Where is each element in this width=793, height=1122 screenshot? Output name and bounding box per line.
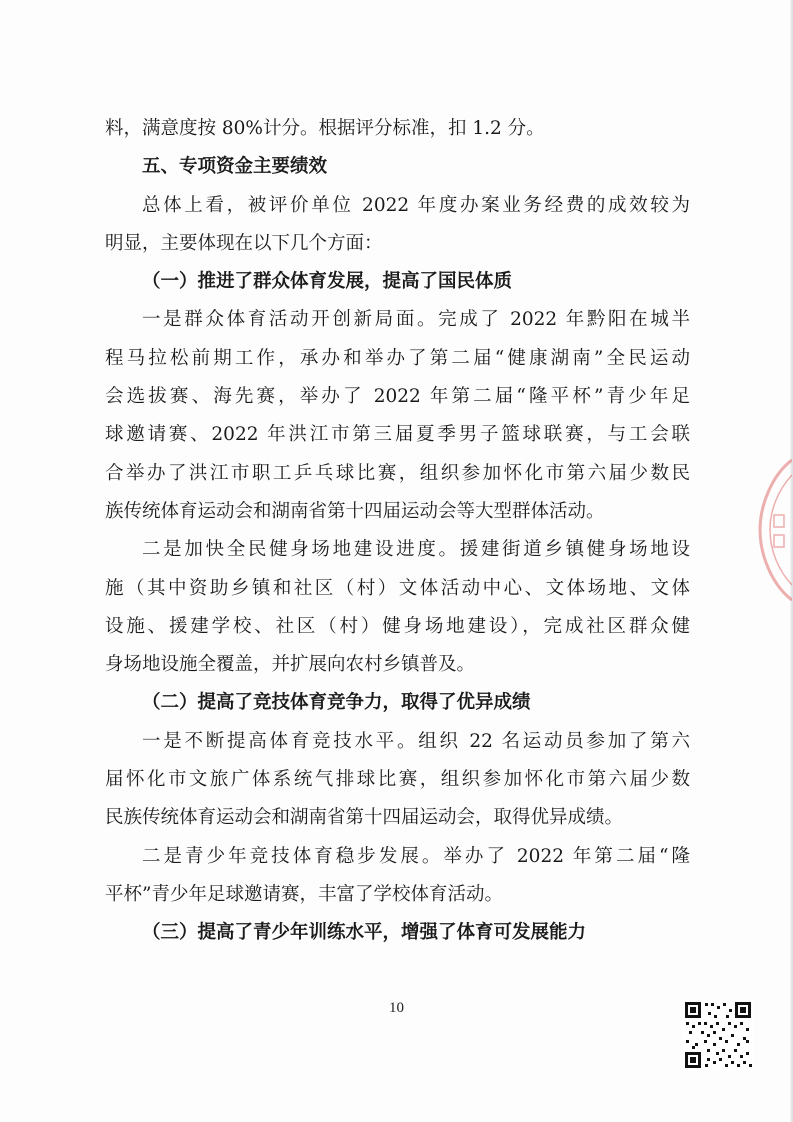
text-line: 总体上看，被评价单位 2022 年度办案业务经费的成效较为 — [142, 194, 690, 216]
subsection-heading: （一）推进了群众体育发展，提高了国民体质 — [142, 271, 513, 293]
text-line: 合举办了洪江市职工乒乓球比赛，组织参加怀化市第六届少数民 — [105, 462, 690, 484]
text-line: 二是加快全民健身场地建设进度。援建街道乡镇健身场地设 — [142, 539, 690, 561]
text-line: 一是群众体育活动开创新局面。完成了 2022 年黔阳在城半 — [142, 309, 690, 331]
text-line: 程马拉松前期工作，承办和举办了第二届“健康湖南”全民运动 — [105, 347, 690, 369]
text-line: 会选拔赛、海先赛，举办了 2022 年第二届“隆平杯”青少年足 — [105, 386, 690, 408]
text-line: 设施、援建学校、社区（村）健身场地建设），完成社区群众健 — [105, 615, 690, 637]
text-line: 族传统体育运动会和湖南省第十四届运动会等大型群体活动。 — [105, 500, 605, 522]
text-line: 明显，主要体现在以下几个方面： — [105, 232, 383, 254]
text-line: 平杯”青少年足球邀请赛，丰富了学校体育活动。 — [105, 883, 503, 905]
text-line: 届怀化市文旅广体系统气排球比赛，组织参加怀化市第六届少数 — [105, 769, 690, 791]
document-body — [105, 110, 690, 953]
seal-stamp-fragment — [752, 455, 792, 605]
subsection-heading: （二）提高了竞技体育竞争力，取得了优异成绩 — [142, 692, 531, 714]
subsection-heading: （三）提高了青少年训练水平，增强了体育可发展能力 — [142, 922, 587, 944]
text-line: 身场地设施全覆盖，并扩展向农村乡镇普及。 — [105, 654, 476, 676]
text-line: 料，满意度按 80%计分。根据评分标准，扣 1.2 分。 — [105, 118, 545, 139]
text-line: 球邀请赛、2022 年洪江市第三届夏季男子篮球联赛，与工会联 — [105, 424, 690, 446]
text-line: 二是青少年竞技体育稳步发展。举办了 2022 年第二届“隆 — [142, 845, 690, 867]
page-number: 10 — [389, 1000, 404, 1016]
qr-code-icon — [683, 1000, 753, 1070]
text-line: 施（其中资助乡镇和社区（村）文体活动中心、文体场地、文体 — [105, 577, 690, 599]
text-line: 民族传统体育运动会和湖南省第十四届运动会，取得优异成绩。 — [105, 807, 624, 829]
section-heading: 五、专项资金主要绩效 — [142, 156, 328, 178]
text-line: 一是不断提高体育竞技水平。组织 22 名运动员参加了第六 — [142, 730, 690, 752]
